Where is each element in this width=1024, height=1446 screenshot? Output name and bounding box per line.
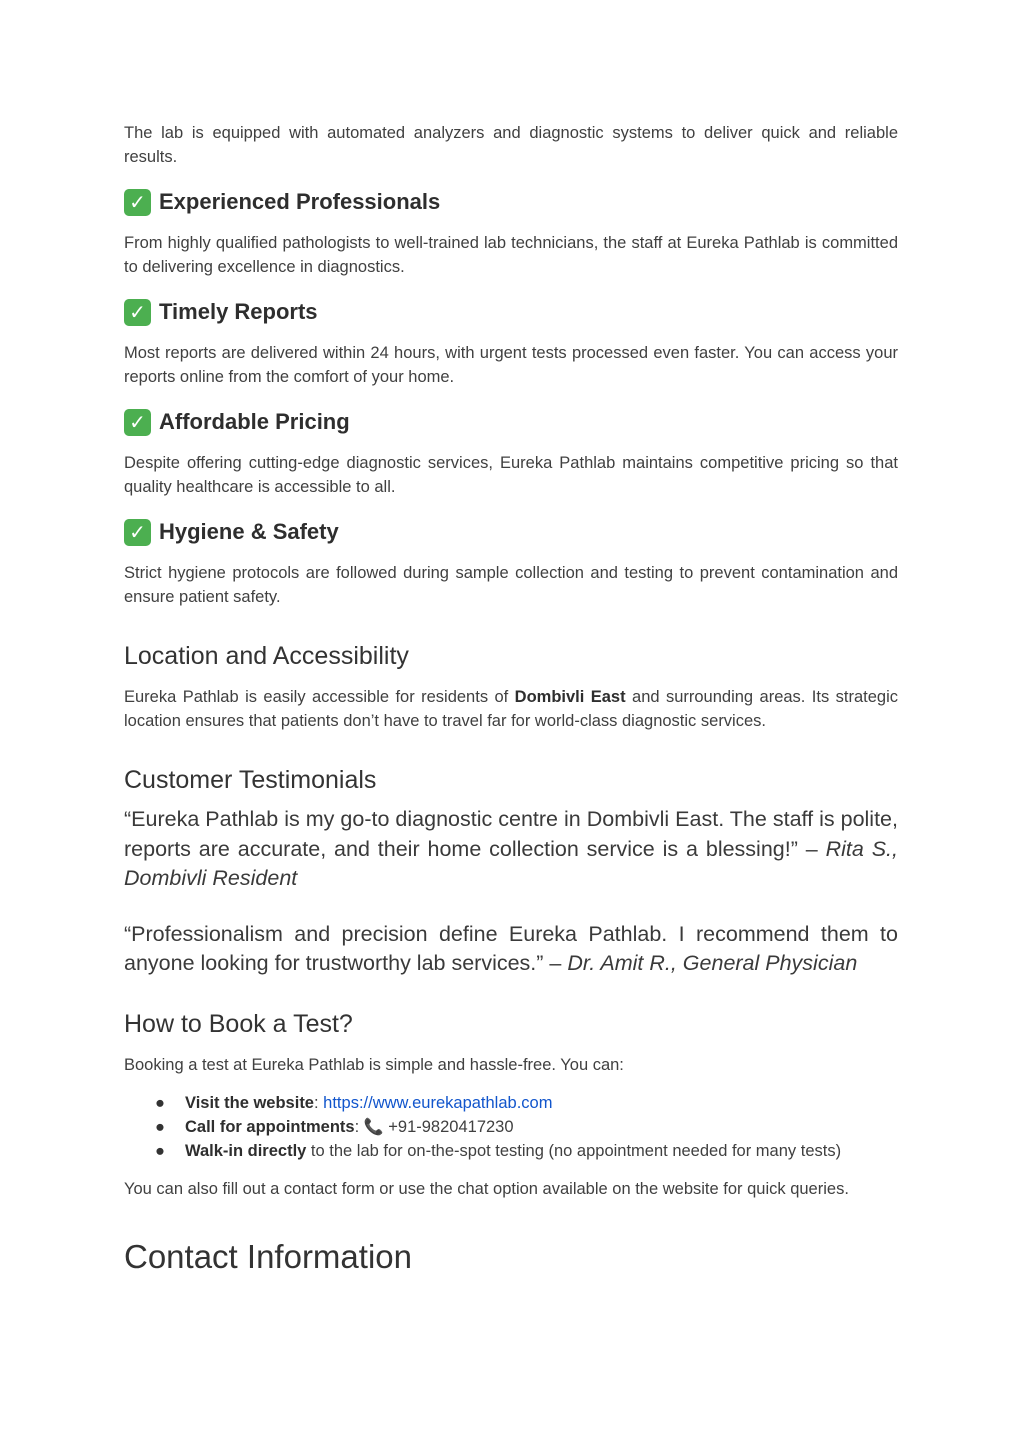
feature-heading [124,185,898,219]
option-separator: : [354,1117,364,1136]
bullet-icon: ● [155,1141,165,1160]
feature-experienced-professionals [124,185,898,279]
booking-heading: How to Book a Test? [124,1009,353,1038]
document-content [124,121,898,1277]
testimonial-text: “Eureka Pathlab is my go-to diagnostic centre in Dombivli East. The staff is polite, reports are accurate, and their home collection service is a blessing!” – [124,807,898,861]
option-label: Call for appointments [185,1117,355,1136]
check-mark-icon: ✓ [124,189,151,216]
bullet-icon: ● [155,1093,165,1112]
option-text: to the lab for on-the-spot testing (no appointment needed for many tests) [306,1141,842,1160]
testimonial-quote [124,920,898,979]
location-paragraph [124,685,898,733]
testimonial-author: Rita S., Dombivli Resident [124,836,898,890]
feature-heading [124,405,898,439]
list-item [155,1091,898,1115]
website-link[interactable]: https://www.eurekapathlab.com [323,1093,553,1112]
feature-hygiene-safety [124,515,898,609]
check-mark-icon: ✓ [124,409,151,436]
location-bold-text: Dombivli East [514,688,626,706]
option-label: Visit the website [185,1093,314,1112]
phone-icon: 📞 [363,1116,384,1136]
option-separator: : [314,1093,324,1112]
booking-intro: Booking a test at Eureka Pathlab is simple and hassle-free. You can: [124,1055,624,1074]
feature-timely-reports [124,295,898,389]
booking-options-list [124,1091,898,1163]
testimonial-quote [124,805,898,894]
contact-heading: Contact Information [124,1237,412,1275]
feature-heading [124,515,898,549]
check-mark-icon: ✓ [124,519,151,546]
feature-title: Affordable Pricing [159,409,350,434]
booking-outro: You can also fill out a contact form or use the chat option available on the website for quick queries. [124,1179,849,1198]
list-item [155,1115,898,1139]
feature-text: Strict hygiene protocols are followed during sample collection and testing to prevent contamination and ensure patient safety. [124,564,898,606]
testimonial-author: Dr. Amit R., General Physician [567,951,858,975]
feature-text: From highly qualified pathologists to well-trained lab technicians, the staff at Eureka Pathlab is committed to delivering excellence in diagnostics. [124,234,898,276]
feature-title: Experienced Professionals [159,189,441,214]
testimonial-text: “Professionalism and precision define Eureka Pathlab. I recommend them to anyone looking for trustworthy lab services.” – [124,921,898,975]
location-text-after: and surrounding areas. Its strategic location ensures that patients don’t have to travel far for world-class diagnostic services. [124,688,898,730]
phone-number: +91-9820417230 [383,1117,514,1136]
feature-title: Timely Reports [159,299,318,324]
testimonials-heading: Customer Testimonials [124,766,377,794]
location-heading: Location and Accessibility [124,642,409,670]
feature-title: Hygiene & Safety [159,519,339,544]
feature-heading [124,295,898,329]
list-item [155,1139,898,1163]
feature-text: Despite offering cutting-edge diagnostic services, Eureka Pathlab maintains competitive pricing so that quality healthcare is accessible to all. [124,454,898,496]
intro-paragraph: The lab is equipped with automated analyzers and diagnostic systems to deliver quick and reliable results. [124,124,898,166]
feature-affordable-pricing [124,405,898,499]
feature-text: Most reports are delivered within 24 hours, with urgent tests processed even faster. You can access your reports online from the comfort of your home. [124,344,898,386]
bullet-icon: ● [155,1117,165,1136]
option-label: Walk-in directly [185,1141,307,1160]
check-mark-icon: ✓ [124,299,151,326]
location-text-before: Eureka Pathlab is easily accessible for residents of [124,688,515,706]
